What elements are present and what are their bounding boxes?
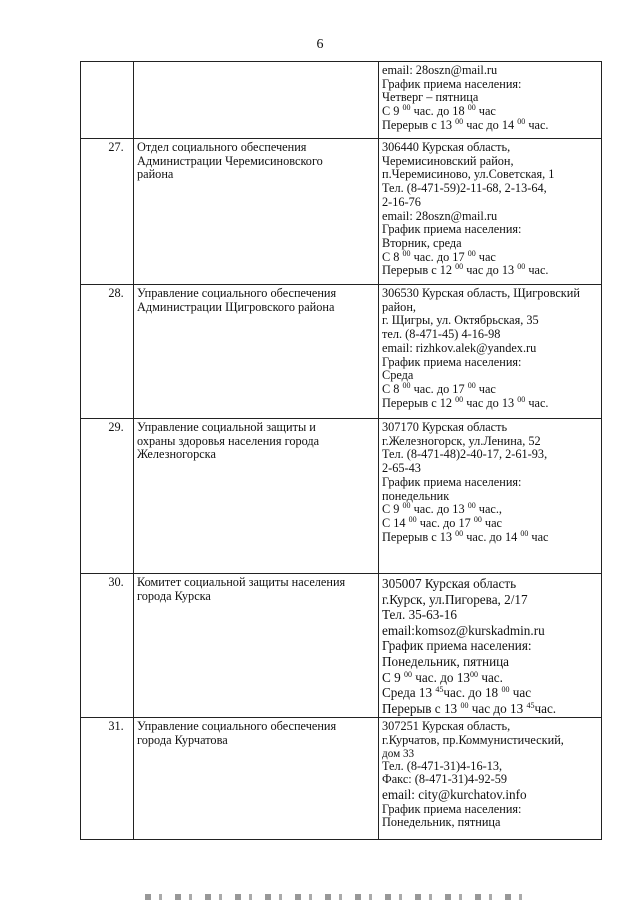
contact-info-line: Тел. 35-63-16 <box>382 607 457 623</box>
contact-text: час. до 13 <box>411 669 471 685</box>
contact-info-line: Факс: (8-471-31)4-92-59 <box>382 772 507 787</box>
contact-text: час <box>528 529 549 544</box>
contact-text: С 9 <box>382 502 403 517</box>
contact-info-cell <box>379 285 602 419</box>
contact-info-line: 2-65-43 <box>382 461 421 476</box>
contact-text: час. <box>525 395 549 410</box>
time-minutes-superscript: 00 <box>467 103 476 113</box>
contact-info-cell <box>379 574 602 718</box>
time-minutes-superscript: 00 <box>455 528 464 538</box>
contact-text: Перерыв с 13 <box>382 700 461 716</box>
contact-info-line: 306530 Курская область, Щигровский <box>382 286 580 300</box>
contact-info-line: п.Черемисиново, ул.Советская, 1 <box>382 167 555 182</box>
social-services-table <box>80 61 602 840</box>
time-minutes-superscript: 45 <box>526 700 535 710</box>
contact-info-line <box>382 670 598 686</box>
contact-text: Среда 13 <box>382 685 436 701</box>
contact-text: час <box>481 515 503 530</box>
contact-text: час до 13 <box>463 395 518 410</box>
time-minutes-superscript: 00 <box>470 669 479 679</box>
time-minutes-superscript: 00 <box>402 248 411 258</box>
contact-text: час. <box>525 117 549 132</box>
contact-info-line: 307251 Курская область, <box>382 719 511 734</box>
contact-info-line: 305007 Курская область <box>382 576 517 591</box>
contact-text: С 14 <box>382 515 409 530</box>
contact-info-line: 307170 Курская область <box>382 420 508 434</box>
organization-name-cell <box>134 285 379 419</box>
table-row <box>81 285 602 419</box>
contact-text: Перерыв с 13 <box>382 117 456 132</box>
contact-info-line: г.Курск, ул.Пигорева, 2/17 <box>382 591 528 607</box>
contact-info-line: Вторник, среда <box>382 235 462 250</box>
contact-info-line <box>382 116 598 133</box>
organization-name-line: Управление социального обеспечения <box>137 719 337 734</box>
row-number-cell <box>81 139 134 285</box>
contact-info-line <box>382 685 598 701</box>
contact-info-line: График приема населения: <box>382 222 522 237</box>
row-number-cell <box>81 419 134 574</box>
contact-text: час. до 17 <box>416 515 474 530</box>
contact-info-line <box>382 380 598 397</box>
contact-info-line <box>382 514 598 531</box>
contact-info-line: 2-16-76 <box>382 194 421 209</box>
organization-name-line: Администрации Щигровского района <box>137 299 335 314</box>
contact-info-cell <box>379 718 602 840</box>
time-minutes-superscript: 00 <box>455 262 464 272</box>
time-minutes-superscript: 00 <box>467 501 476 511</box>
contact-info-line: График приема населения: <box>382 354 522 369</box>
row-number: 31. <box>108 719 124 734</box>
contact-text: час. до 17 <box>410 381 468 396</box>
contact-info-line: График приема населения: <box>382 474 522 489</box>
organization-name-line: Комитет социальной защиты населения <box>137 575 346 589</box>
time-minutes-superscript: 00 <box>402 501 411 511</box>
organization-name-cell <box>134 62 379 139</box>
contact-info-line: email: 28oszn@mail.ru <box>382 208 498 223</box>
organization-name-line: Управление социальной защиты и <box>137 420 316 434</box>
contact-text: С 9 <box>382 104 403 119</box>
table-row <box>81 718 602 840</box>
contact-text: час до 14 <box>463 117 518 132</box>
contact-text: час. до 14 <box>463 529 521 544</box>
contact-info-line: График приема населения: <box>382 638 532 654</box>
contact-info-line: График приема населения: <box>382 76 522 91</box>
row-number: 28. <box>108 286 124 300</box>
contact-info-line: Черемисиновский район, <box>382 153 514 168</box>
time-minutes-superscript: 00 <box>403 669 412 679</box>
time-minutes-superscript: 00 <box>517 394 526 404</box>
contact-info-line: Понедельник, пятница <box>382 653 510 669</box>
organization-name-cell <box>134 574 379 718</box>
row-number-cell <box>81 285 134 419</box>
organization-name-line: Отдел социального обеспечения <box>137 140 307 154</box>
contact-text: час до 13 <box>463 263 518 278</box>
contact-info-line: Тел. (8-471-59)2-11-68, 2-13-64, <box>382 181 547 196</box>
time-minutes-superscript: 00 <box>408 514 417 524</box>
time-minutes-superscript: 00 <box>517 262 526 272</box>
contact-info-line <box>382 701 598 717</box>
contact-text: Перерыв с 12 <box>382 395 456 410</box>
organization-name-line: Управление социального обеспечения <box>137 286 337 300</box>
contact-info-line: email: 28oszn@mail.ru <box>382 63 498 77</box>
time-minutes-superscript: 00 <box>520 528 529 538</box>
table-row <box>81 419 602 574</box>
contact-text: час. до 18 <box>410 104 468 119</box>
time-minutes-superscript: 45 <box>435 685 444 695</box>
contact-text: час. до 17 <box>410 249 468 264</box>
contact-text: час <box>475 381 496 396</box>
contact-info-line: Тел. (8-471-31)4-16-13, <box>382 758 503 773</box>
contact-info-line: email: city@kurchatov.info <box>382 787 527 803</box>
contact-text: час., <box>475 502 503 517</box>
contact-text: Перерыв с 12 <box>382 263 456 278</box>
time-minutes-superscript: 00 <box>517 116 526 126</box>
contact-info-line <box>382 248 598 265</box>
contact-info-line: район, <box>382 299 416 314</box>
contact-text: час до 13 <box>468 700 527 716</box>
contact-info-line: График приема населения: <box>382 801 522 816</box>
time-minutes-superscript: 00 <box>501 685 510 695</box>
contact-info-line: Четверг – пятница <box>382 90 479 105</box>
contact-text: С 8 <box>382 381 403 396</box>
contact-info-cell <box>379 419 602 574</box>
contact-info-line: г.Курчатов, пр.Коммунистический, <box>382 733 564 748</box>
contact-info-cell <box>379 62 602 139</box>
row-number-cell <box>81 718 134 840</box>
row-number: 29. <box>108 420 124 434</box>
contact-text: час <box>475 104 496 119</box>
table-row <box>81 62 602 139</box>
time-minutes-superscript: 00 <box>455 116 464 126</box>
contact-text: час <box>509 685 532 701</box>
contact-info-line <box>382 394 598 411</box>
row-number: 27. <box>108 140 124 154</box>
contact-info-cell <box>379 139 602 285</box>
contact-info-line <box>382 544 598 558</box>
organization-name-line: Железногорска <box>137 447 216 462</box>
organization-name-line: Администрации Черемисиновского <box>137 153 323 168</box>
table-row <box>81 574 602 718</box>
contact-info-line <box>382 528 598 545</box>
organization-name-cell <box>134 718 379 840</box>
time-minutes-superscript: 00 <box>467 380 476 390</box>
contact-text: час. до 18 <box>443 685 502 701</box>
contact-text: час. <box>534 700 557 716</box>
organization-name-line: города Курска <box>137 588 211 603</box>
contact-info-line: Тел. (8-471-48)2-40-17, 2-61-93, <box>382 447 548 462</box>
table-body <box>81 62 602 840</box>
contact-text: С 8 <box>382 249 403 264</box>
time-minutes-superscript: 00 <box>402 380 411 390</box>
page-number: 6 <box>316 37 324 52</box>
time-minutes-superscript: 00 <box>460 700 469 710</box>
contact-info-line <box>382 264 598 278</box>
time-minutes-superscript: 00 <box>467 248 476 258</box>
contact-text: час. <box>525 263 549 278</box>
organization-name-line: города Курчатова <box>137 733 228 748</box>
scan-footer-artifact <box>145 894 535 900</box>
contact-info-line: г. Щигры, ул. Октябрьская, 35 <box>382 313 539 328</box>
organization-name-cell <box>134 139 379 285</box>
contact-info-line: email: rizhkov.alek@yandex.ru <box>382 340 537 355</box>
contact-text: С 9 <box>382 669 404 685</box>
contact-info-line <box>382 105 598 119</box>
contact-text: час. <box>478 669 503 685</box>
row-number-cell <box>81 574 134 718</box>
contact-text: час <box>475 249 496 264</box>
organization-name-line: района <box>137 167 174 182</box>
contact-info-line: Среда <box>382 368 414 383</box>
contact-info-line: понедельник <box>382 488 450 503</box>
time-minutes-superscript: 00 <box>402 103 411 113</box>
contact-info-line: г.Железногорск, ул.Ленина, 52 <box>382 433 541 448</box>
contact-info-line: email:komsoz@kurskadmin.ru <box>382 622 545 638</box>
organization-name-line: охраны здоровья населения города <box>137 433 320 448</box>
time-minutes-superscript: 00 <box>455 394 464 404</box>
contact-info-line: Понедельник, пятница <box>382 815 501 830</box>
contact-info-line: тел. (8-471-45) 4-16-98 <box>382 327 501 342</box>
contact-text: Перерыв с 13 <box>382 529 456 544</box>
contact-info-line: дом 33 <box>382 747 415 760</box>
organization-name-cell <box>134 419 379 574</box>
time-minutes-superscript: 00 <box>473 514 482 524</box>
contact-info-line: 306440 Курская область, <box>382 140 511 154</box>
contact-text: час. до 13 <box>410 502 468 517</box>
row-number: 30. <box>108 575 124 589</box>
table-row <box>81 139 602 285</box>
row-number-cell <box>81 62 134 139</box>
